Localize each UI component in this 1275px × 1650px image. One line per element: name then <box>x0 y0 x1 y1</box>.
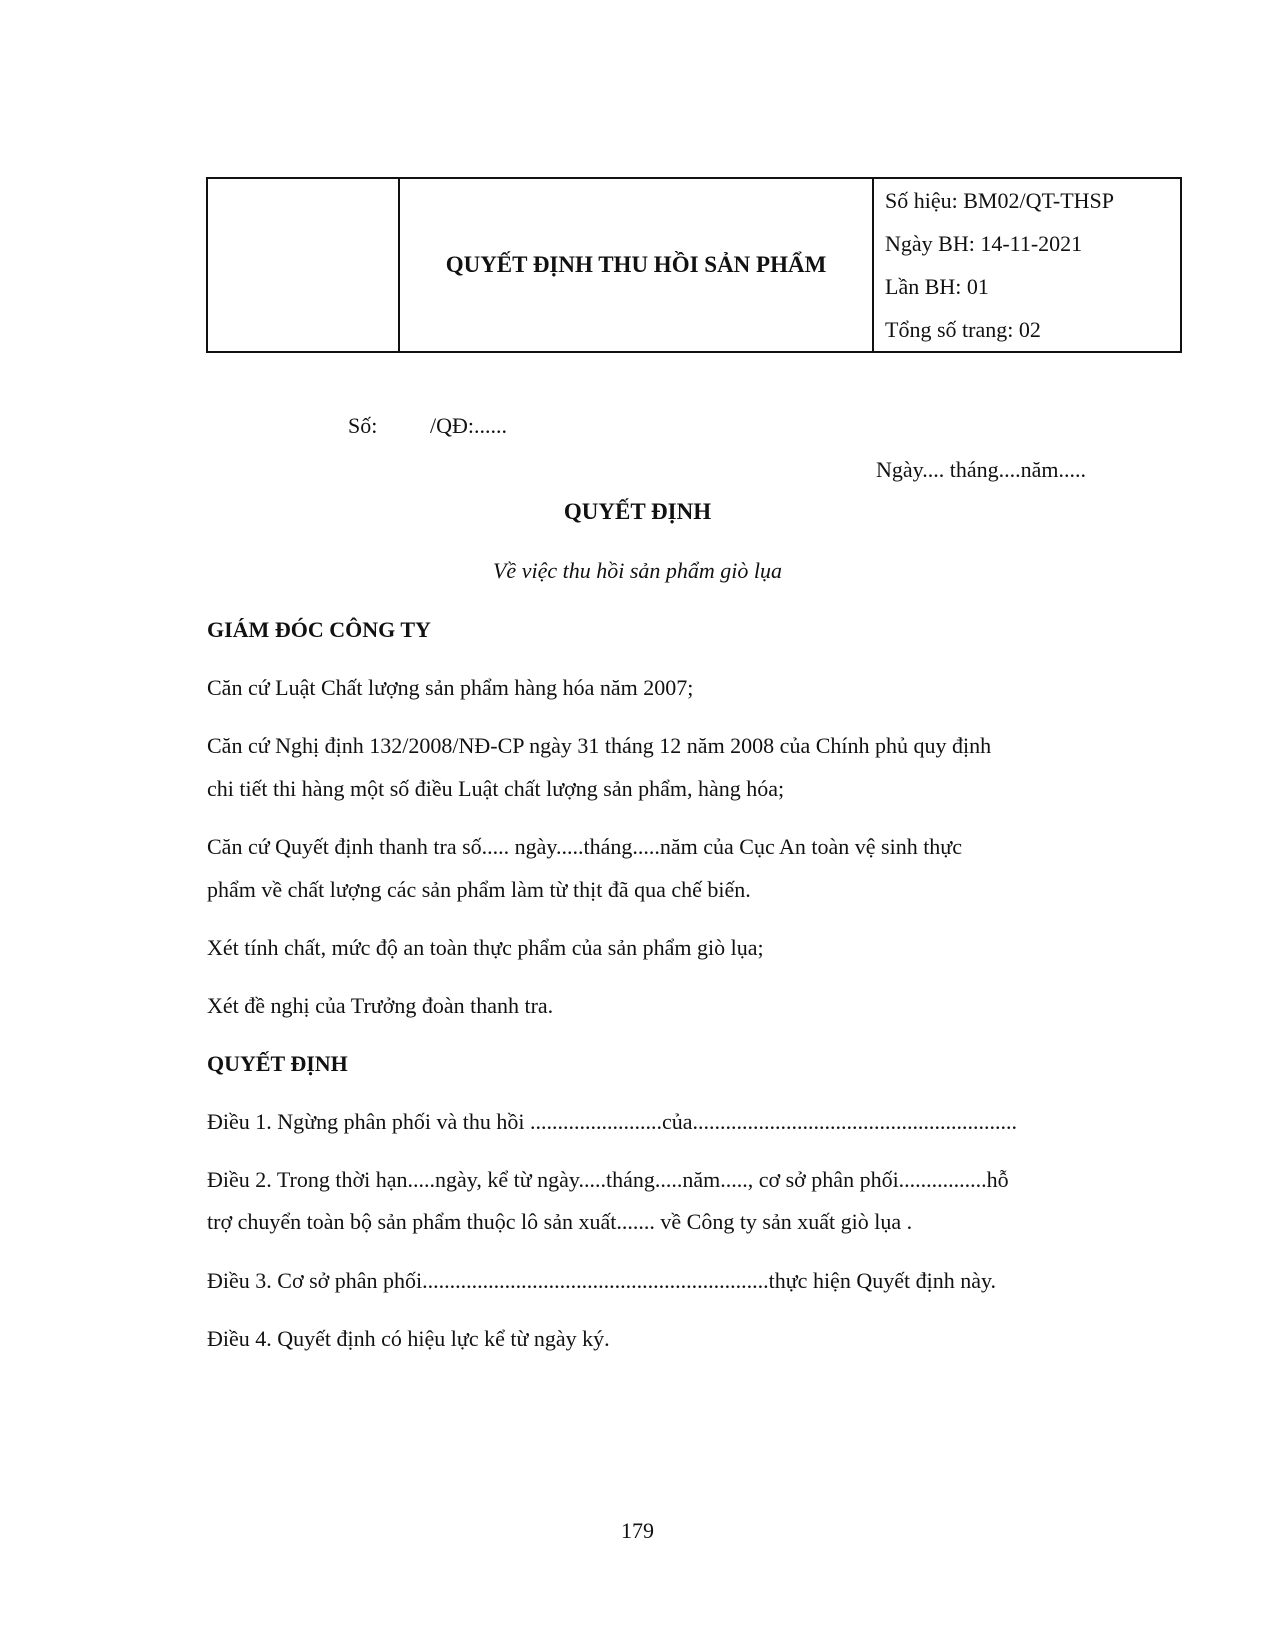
issue-number: Lần BH: 01 <box>885 274 989 299</box>
basis-line: phẩm về chất lượng các sản phẩm làm từ thịt đã qua chế biến. <box>207 877 751 902</box>
basis-line: Căn cứ Luật Chất lượng sản phẩm hàng hóa năm 2007; <box>207 675 694 700</box>
issue-date: Ngày BH: 14-11-2021 <box>885 231 1083 256</box>
decision-date: Ngày.... tháng....năm..... <box>876 457 1086 482</box>
page-number: 179 <box>621 1518 654 1543</box>
article-line: Điều 2. Trong thời hạn.....ngày, kể từ ngày.....tháng.....năm....., cơ sở phân phối................hỗ <box>207 1167 1009 1192</box>
article-line: Điều 1. Ngừng phân phối và thu hồi ........................của........................................................... <box>207 1109 1017 1134</box>
form-title: QUYẾT ĐỊNH THU HỒI SẢN PHẨM <box>399 178 873 352</box>
header-table <box>206 177 1182 353</box>
decision-subtitle: Về việc thu hồi sản phẩm giò lụa <box>492 558 782 583</box>
article-line: Điều 3. Cơ sở phân phối...............................................................thực hiện Quyết định này. <box>207 1268 997 1293</box>
basis-line: Xét tính chất, mức độ an toàn thực phẩm của sản phẩm giò lụa; <box>207 935 764 960</box>
total-pages: Tổng số trang: 02 <box>885 317 1041 342</box>
basis-line: Xét đề nghị của Trưởng đoàn thanh tra. <box>207 993 554 1018</box>
article-line: Điều 4. Quyết định có hiệu lực kể từ ngày ký. <box>207 1326 610 1351</box>
basis-line: chi tiết thi hàng một số điều Luật chất lượng sản phẩm, hàng hóa; <box>207 776 785 801</box>
decision-number-label: Số: <box>348 413 378 438</box>
basis-line: Căn cứ Quyết định thanh tra số..... ngày.....tháng.....năm của Cục An toàn vệ sinh thực <box>207 834 962 859</box>
form-meta <box>873 178 1181 352</box>
basis-line: Căn cứ Nghị định 132/2008/NĐ-CP ngày 31 tháng 12 năm 2008 của Chính phủ quy định <box>207 733 992 758</box>
article-line: trợ chuyển toàn bộ sản phẩm thuộc lô sản xuất....... về Công ty sản xuất giò lụa . <box>207 1209 913 1234</box>
form-code: Số hiệu: BM02/QT-THSP <box>885 188 1115 213</box>
decision-heading: QUYẾT ĐỊNH <box>207 1051 348 1076</box>
authority-heading: GIÁM ĐÓC CÔNG TY <box>207 617 431 642</box>
logo-cell <box>207 178 399 352</box>
decision-number-value: /QĐ:...... <box>430 413 507 438</box>
decision-title: QUYẾT ĐỊNH <box>563 499 712 524</box>
